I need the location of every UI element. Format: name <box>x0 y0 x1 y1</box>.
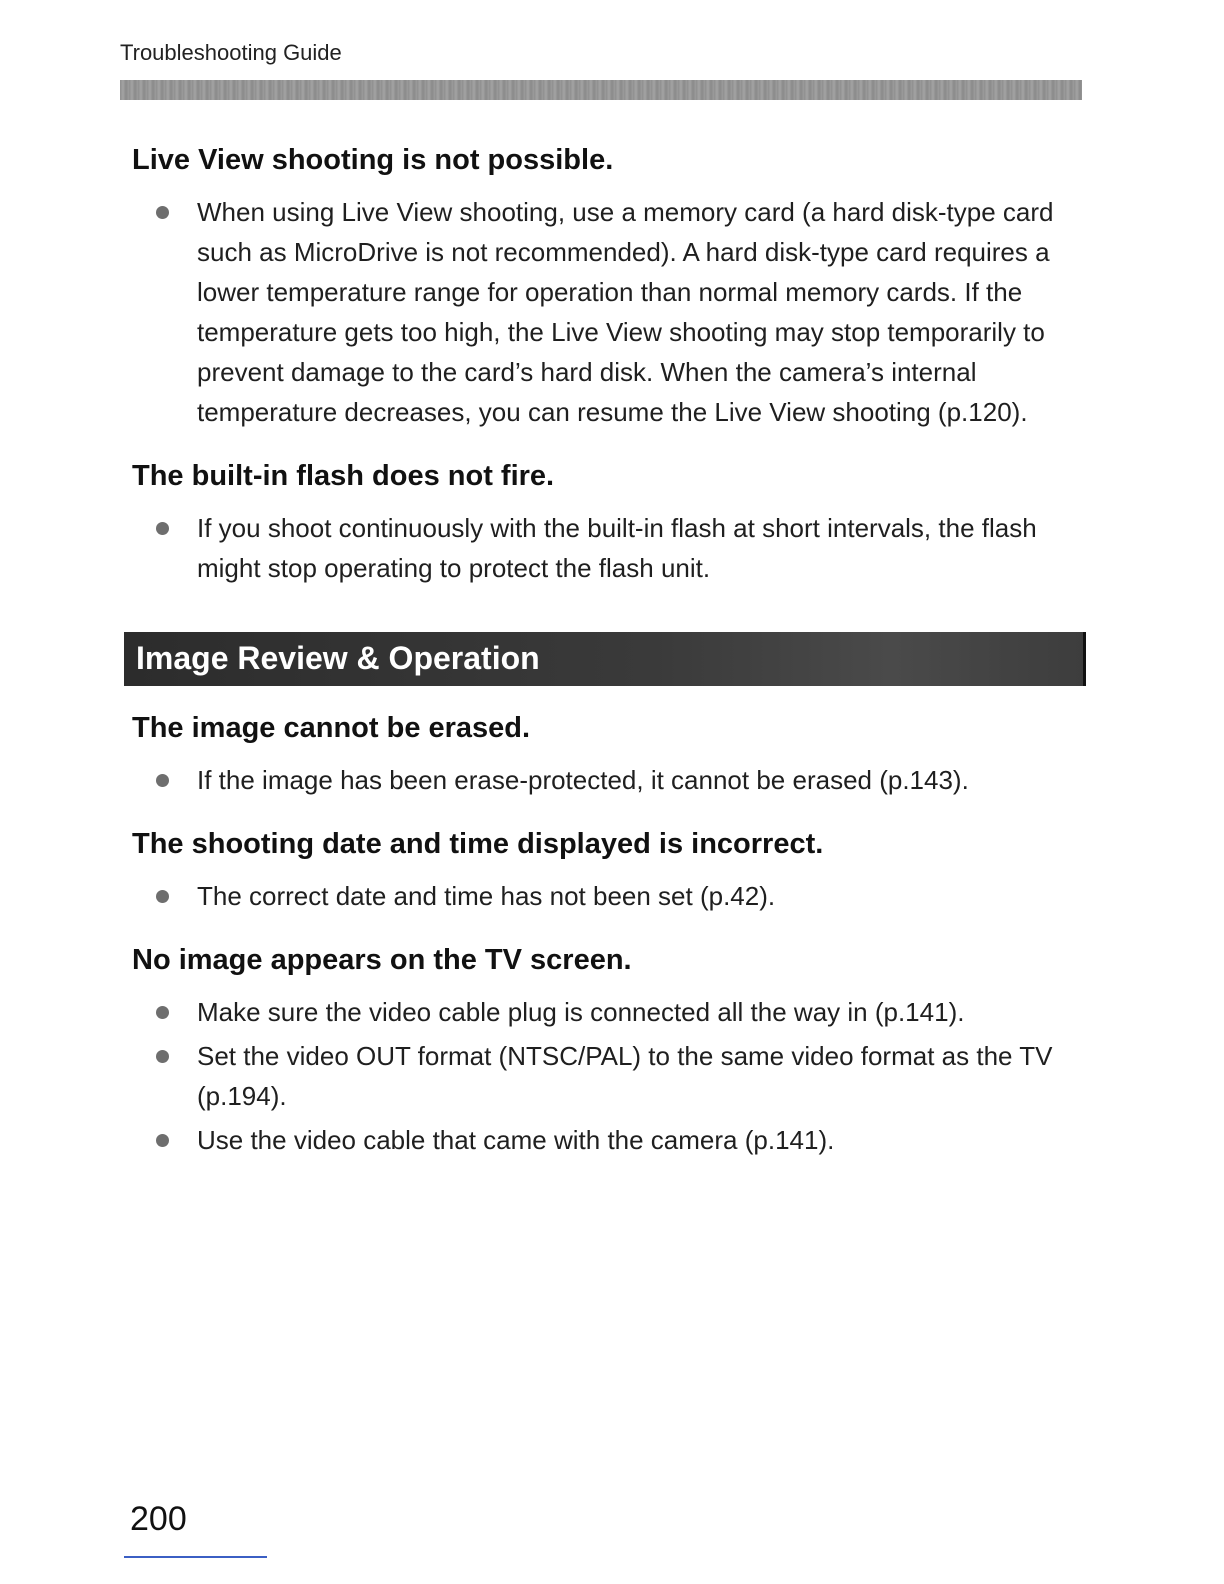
issue-title: The built-in flash does not fire. <box>132 460 555 492</box>
section-title: Image Review & Operation <box>136 640 540 676</box>
bullet-text: When using Live View shooting, use a memory card (a hard disk-type card such as MicroDrive is not recommended). A hard disk-type card requires a lower temperature range for operation than normal memory cards. If the temperature gets too high, the Live View shooting may stop temporarily to prevent damage to the card’s hard disk. When the camera’s internal temperature decreases, you can resume the Live View shooting (p.120). <box>197 197 1054 427</box>
issue-bullets <box>132 876 1082 916</box>
running-head: Troubleshooting Guide <box>120 40 342 65</box>
bullet-item <box>132 760 1082 800</box>
bullet-icon <box>156 522 169 535</box>
issue-bullets <box>132 508 1082 588</box>
bullet-item <box>132 992 1082 1032</box>
bullet-item <box>132 876 1082 916</box>
section-header-bar <box>124 632 1086 686</box>
bullet-icon <box>156 1050 169 1063</box>
issue-bullets <box>132 192 1082 432</box>
bullet-text: If the image has been erase-protected, it cannot be erased (p.143). <box>197 765 969 795</box>
bullet-icon <box>156 1006 169 1019</box>
bullet-text: Use the video cable that came with the camera (p.141). <box>197 1125 835 1155</box>
page-content <box>132 140 1082 1184</box>
header-bar <box>120 80 1082 100</box>
bullet-icon <box>156 1134 169 1147</box>
bullet-text: If you shoot continuously with the built-in flash at short intervals, the flash might stop operating to protect the flash unit. <box>197 513 1037 583</box>
bullet-item <box>132 192 1082 432</box>
bullet-item <box>132 1036 1082 1116</box>
issue-title: Live View shooting is not possible. <box>132 144 614 176</box>
bullet-text: The correct date and time has not been set (p.42). <box>197 881 776 911</box>
bullet-icon <box>156 774 169 787</box>
bullet-icon <box>156 206 169 219</box>
bullet-text: Make sure the video cable plug is connected all the way in (p.141). <box>197 997 965 1027</box>
issue-title: The shooting date and time displayed is incorrect. <box>132 828 824 860</box>
page-number-rule <box>124 1556 267 1558</box>
issue-title: The image cannot be erased. <box>132 712 531 744</box>
issue-bullets <box>132 992 1082 1160</box>
bullet-icon <box>156 890 169 903</box>
page-number: 200 <box>130 1500 187 1538</box>
issue-title: No image appears on the TV screen. <box>132 944 632 976</box>
bullet-item <box>132 508 1082 588</box>
bullet-text: Set the video OUT format (NTSC/PAL) to the same video format as the TV (p.194). <box>197 1041 1053 1111</box>
issue-bullets <box>132 760 1082 800</box>
bullet-item <box>132 1120 1082 1160</box>
